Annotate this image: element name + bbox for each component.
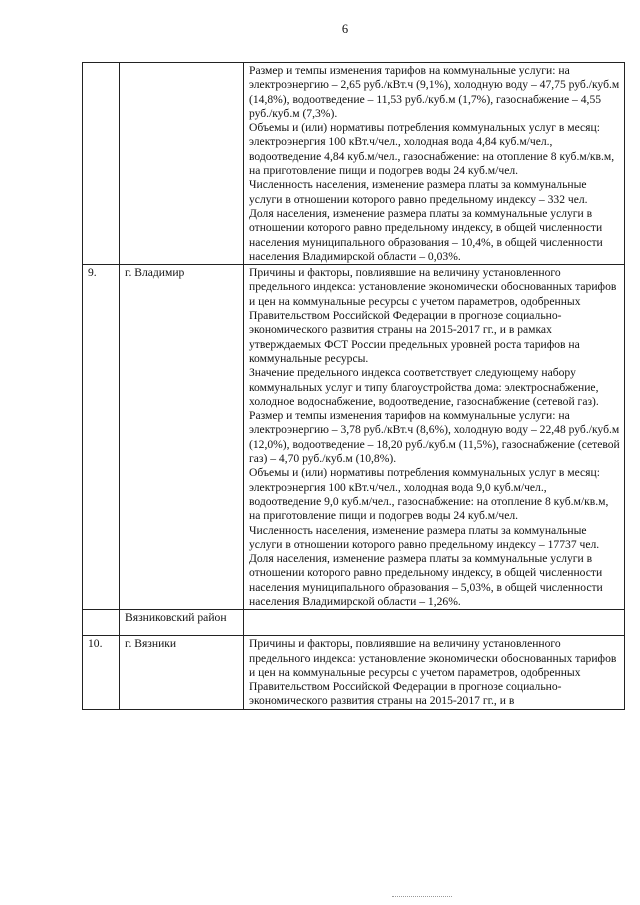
- table-row: [83, 610, 625, 636]
- table-row: [83, 636, 625, 709]
- tariff-table: [82, 62, 625, 710]
- paragraph: Причины и факторы, повлиявшие на величину установленного предельного индекса: установление экономически обоснованных тарифов и цен на коммунальные ресурсы с учетом параметров, одобренных Правительством Российской Федерации в прогнозе социально-экономического развития страны на 2015-2017 гг., и в рамках утверждаемых ФСТ России предельных уровней роста тарифов на коммунальные ресурсы.: [249, 266, 617, 365]
- row-number-cell: [83, 610, 120, 636]
- municipality-cell: [120, 63, 244, 265]
- table-row: [83, 63, 625, 265]
- paragraph: Численность населения, изменение размера платы за коммунальные услуги в отношении которого равно предельному индексу – 17737 чел.: [249, 523, 600, 551]
- paragraph: Объемы и (или) нормативы потребления коммунальных услуг в месяц: электроэнергия 100 кВт.ч/чел., холодная вода 4,84 куб.м/чел., водоотведение 4,84 куб.м/чел., газоснабжение: на отопление 8 куб.м/кв.м, на приготовление пищи и подогрев воды 24 куб.м/чел.: [249, 121, 615, 178]
- paragraph: Доля населения, изменение размера платы за коммунальные услуги в отношении которого равно предельному индексу, в общей численности населения муниципального образования – 10,4%, в общей численности населения Владимирской области – 0,03%.: [249, 206, 603, 263]
- paragraph: Размер и темпы изменения тарифов на коммунальные услуги: на электроэнергию – 3,78 руб./кВт.ч (8,6%), холодную воду – 22,48 руб./куб.м (12,0%), водоотведение – 18,20 руб./куб.м (11,5%), газоснабжение (сетевой газ) – 4,70 руб./куб.м (10,8%).: [249, 409, 620, 466]
- municipality-cell: г. Вязники: [120, 636, 244, 709]
- paragraph: Размер и темпы изменения тарифов на коммунальные услуги: на электроэнергию – 2,65 руб./кВт.ч (9,1%), холодную воду – 47,75 руб./куб.м (14,8%), водоотведение – 11,53 руб./куб.м (1,7%), газоснабжение – 4,55 руб./куб.м (7,3%).: [249, 64, 620, 120]
- table-row: [83, 265, 625, 610]
- row-number-cell: 10.: [83, 636, 120, 709]
- paragraph: Численность населения, изменение размера платы за коммунальные услуги в отношении которого равно предельному индексу – 332 чел.: [249, 178, 588, 206]
- paragraph: Доля населения, изменение размера платы за коммунальные услуги в отношении которого равно предельному индексу, в общей численности населения муниципального образования – 5,03%, в общей численности населения Владимирской области – 1,26%.: [249, 552, 603, 608]
- paragraph: Значение предельного индекса соответствует следующему набору коммунальных услуг и типу благоустройства дома: электроснабжение, холодное водоснабжение, водоотведение, газоснабжение (сетевой газ).: [249, 366, 599, 408]
- row-number-cell: 9.: [83, 265, 120, 610]
- row-number-cell: [83, 63, 120, 265]
- description-cell: [244, 63, 625, 265]
- page-number: 6: [341, 22, 349, 36]
- scan-mark: [392, 896, 452, 900]
- description-cell: [244, 636, 625, 709]
- description-cell: [244, 265, 625, 610]
- paragraph: Объемы и (или) нормативы потребления коммунальных услуг в месяц: электроэнергия 100 кВт.ч/чел., холодная вода 9,0 куб.м/чел., водоотведение 9,0 куб.м/чел., газоснабжение: на отопление 8 куб.м/кв.м, на приготовление пищи и подогрев воды 24 куб.м/чел.: [249, 466, 609, 523]
- description-cell: [244, 610, 625, 636]
- municipality-cell: г. Владимир: [120, 265, 244, 610]
- paragraph: Причины и факторы, повлиявшие на величину установленного предельного индекса: установление экономически обоснованных тарифов и цен на коммунальные ресурсы с учетом параметров, одобренных Правительством Российской Федерации в прогнозе социально-экономического развития страны на 2015-2017 гг., и в: [249, 637, 617, 708]
- district-heading-cell: Вязниковский район: [120, 610, 244, 636]
